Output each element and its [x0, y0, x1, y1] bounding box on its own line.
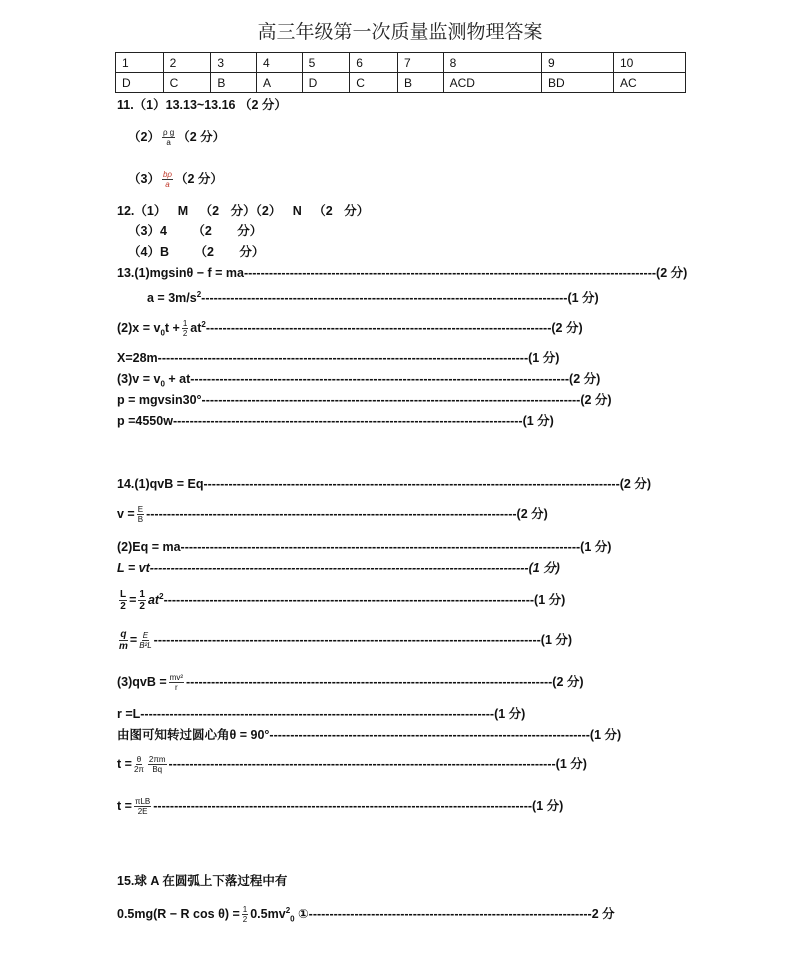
table-cell: ACD	[443, 73, 541, 93]
denominator: 2E	[137, 807, 148, 817]
numerator: q	[120, 629, 127, 640]
q13-line-1: 13.(1)mgsinθ − f = ma---------------------------------------------------------------------------------------------------(2 分)	[117, 266, 688, 280]
numerator: 1	[139, 589, 145, 601]
denominator: 2	[182, 329, 188, 339]
table-cell: D	[302, 73, 350, 93]
table-cell: AC	[613, 73, 685, 93]
q13-line-2	[147, 286, 599, 307]
fraction	[242, 905, 248, 924]
equation: (3)qvB =	[117, 675, 167, 689]
score-label: （2 分）	[177, 130, 226, 144]
denominator: Bq	[152, 765, 163, 775]
q14-line-1: 14.(1)qvB = Eq----------------------------------------------------------------------------------------------------(2 分)	[117, 477, 651, 491]
fraction	[138, 589, 146, 612]
numerator: L	[120, 589, 127, 601]
equation: at	[147, 593, 160, 608]
q13-line-7: p =4550w------------------------------------------------------------------------------------(1 分)	[117, 414, 554, 428]
q12-line-2: （3）4 （2 分）	[128, 224, 263, 238]
numerator: 2πm	[148, 755, 166, 765]
equation: v =	[117, 507, 135, 521]
table-cell: 1	[116, 53, 164, 73]
table-cell: 3	[211, 53, 257, 73]
denominator: B²L	[139, 641, 152, 650]
fraction	[119, 589, 127, 612]
fraction	[148, 755, 167, 774]
table-cell: 6	[350, 53, 398, 73]
exponent: 2	[201, 320, 206, 329]
dash-score: -----------------------------------------------------------------------------------------(2 分)	[146, 507, 548, 521]
denominator: m	[119, 641, 128, 652]
fraction	[182, 319, 188, 338]
fraction	[134, 797, 151, 816]
q15-line-1: 15.球 A 在圆弧上下落过程中有	[117, 874, 288, 888]
equation: (3)v = v	[117, 372, 161, 386]
numerator: 1	[182, 319, 188, 329]
exponent: 2	[159, 592, 164, 601]
fraction	[134, 755, 144, 774]
table-cell: C	[350, 73, 398, 93]
table-row-numbers	[116, 53, 686, 73]
q13-line-3	[117, 316, 583, 343]
equation: at	[190, 321, 202, 336]
denominator: r	[175, 683, 178, 693]
denominator: a	[166, 138, 171, 148]
denominator: 2	[120, 601, 126, 613]
table-cell: 5	[302, 53, 350, 73]
denominator: 2	[242, 915, 248, 925]
numerator: E	[142, 631, 149, 640]
q14-line-3: (2)Eq = ma------------------------------------------------------------------------------------------------(1 分)	[117, 540, 612, 554]
numerator: πLB	[134, 797, 151, 807]
q11-line-3	[128, 170, 223, 189]
equation: =	[129, 593, 137, 608]
dash-score: ---------------------------------------------------------------------------------------------(1 分)	[153, 632, 573, 647]
table-cell: 7	[397, 53, 443, 73]
table-cell: D	[116, 73, 164, 93]
dash-score: -----------------------------------------------------------------------------------(2 分)	[205, 321, 583, 336]
equation: t =	[117, 757, 132, 771]
fraction	[162, 128, 175, 147]
numerator: 1	[242, 905, 248, 915]
table-cell: B	[211, 73, 257, 93]
dash-score: ①--------------------------------------------------------------------2 分	[294, 907, 615, 922]
equation: t +	[164, 321, 180, 336]
answer-table	[115, 52, 686, 93]
table-cell: C	[163, 73, 211, 93]
table-cell: A	[256, 73, 302, 93]
denominator: 2π	[133, 765, 144, 775]
equation: 0.5mv	[250, 907, 286, 922]
denominator: B	[137, 515, 144, 525]
q14-line-2	[117, 505, 548, 524]
subscript: 0	[160, 379, 165, 389]
q11-label: （2）	[128, 130, 160, 144]
equation: t =	[117, 799, 132, 813]
numerator: bρ	[162, 170, 172, 180]
q14-line-8: r =L-------------------------------------------------------------------------------------(1 分)	[117, 707, 526, 721]
numerator: E	[137, 505, 144, 515]
table-cell: 10	[613, 53, 685, 73]
equation: a = 3m/s	[147, 291, 197, 306]
subscript: 0	[290, 914, 295, 924]
q14-line-7	[117, 673, 584, 692]
denominator: 2	[139, 601, 145, 613]
equation: =	[129, 632, 138, 647]
numerator: ρ g	[162, 128, 175, 138]
table-cell: 8	[443, 53, 541, 73]
dash-score: -------------------------------------------------------------------------------------------(1 分)	[153, 799, 564, 813]
dash-score: ----------------------------------------------------------------------------------------(2 分)	[186, 675, 584, 689]
fraction	[169, 673, 184, 692]
equation: 0.5mg(R − R cos θ) =	[117, 907, 240, 922]
dash-score: -----------------------------------------------------------------------------------------(1 分)	[163, 593, 566, 608]
q14-line-9: 由图可知转过圆心角θ = 90°-----------------------------------------------------------------------------(1 分)	[117, 728, 622, 742]
table-cell: B	[397, 73, 443, 93]
exponent: 2	[196, 290, 202, 299]
q12-line-1: 12.（1） M （2 分）（2） N （2 分）	[117, 204, 370, 218]
q11-label: （3）	[128, 172, 160, 186]
table-cell: BD	[541, 73, 613, 93]
q14-line-5	[117, 588, 565, 612]
dash-score: + at-------------------------------------------------------------------------------------------(2 分)	[164, 372, 601, 386]
q14-line-11	[117, 797, 563, 816]
q13-line-4: X=28m-----------------------------------------------------------------------------------------(1 分)	[117, 351, 560, 365]
table-cell: 9	[541, 53, 613, 73]
table-row-answers	[116, 73, 686, 93]
q11-line-1: 11.（1）13.13~13.16 （2 分）	[117, 98, 287, 112]
page-title: 高三年级第一次质量监测物理答案	[257, 21, 543, 43]
equation: (2)x = v	[117, 321, 161, 336]
table-cell: 4	[256, 53, 302, 73]
denominator: a	[165, 180, 170, 190]
numerator: mv²	[169, 673, 183, 683]
fraction	[137, 505, 144, 524]
fraction	[162, 170, 173, 189]
q14-line-4: L = vt-------------------------------------------------------------------------------------------(1 分)	[117, 561, 560, 575]
dash-score: ----------------------------------------------------------------------------------------(1 分)	[201, 291, 599, 306]
q14-line-10	[117, 755, 587, 774]
q13-line-6: p = mgvsin30°-------------------------------------------------------------------------------------------(2 分)	[117, 393, 612, 407]
exponent: 2	[285, 906, 291, 915]
fraction	[119, 629, 128, 652]
q13-line-5	[117, 370, 600, 394]
table-cell: 2	[163, 53, 211, 73]
q14-line-6	[117, 629, 572, 652]
q11-line-2	[128, 128, 225, 147]
q15-line-2	[117, 902, 615, 929]
q12-line-3: （4）B （2 分）	[128, 245, 265, 259]
dash-score: ---------------------------------------------------------------------------------------------(1 分)	[168, 757, 587, 771]
subscript: 0	[160, 328, 165, 338]
fraction	[139, 631, 151, 650]
score-label: （2 分）	[174, 172, 223, 186]
numerator: θ	[136, 755, 142, 765]
